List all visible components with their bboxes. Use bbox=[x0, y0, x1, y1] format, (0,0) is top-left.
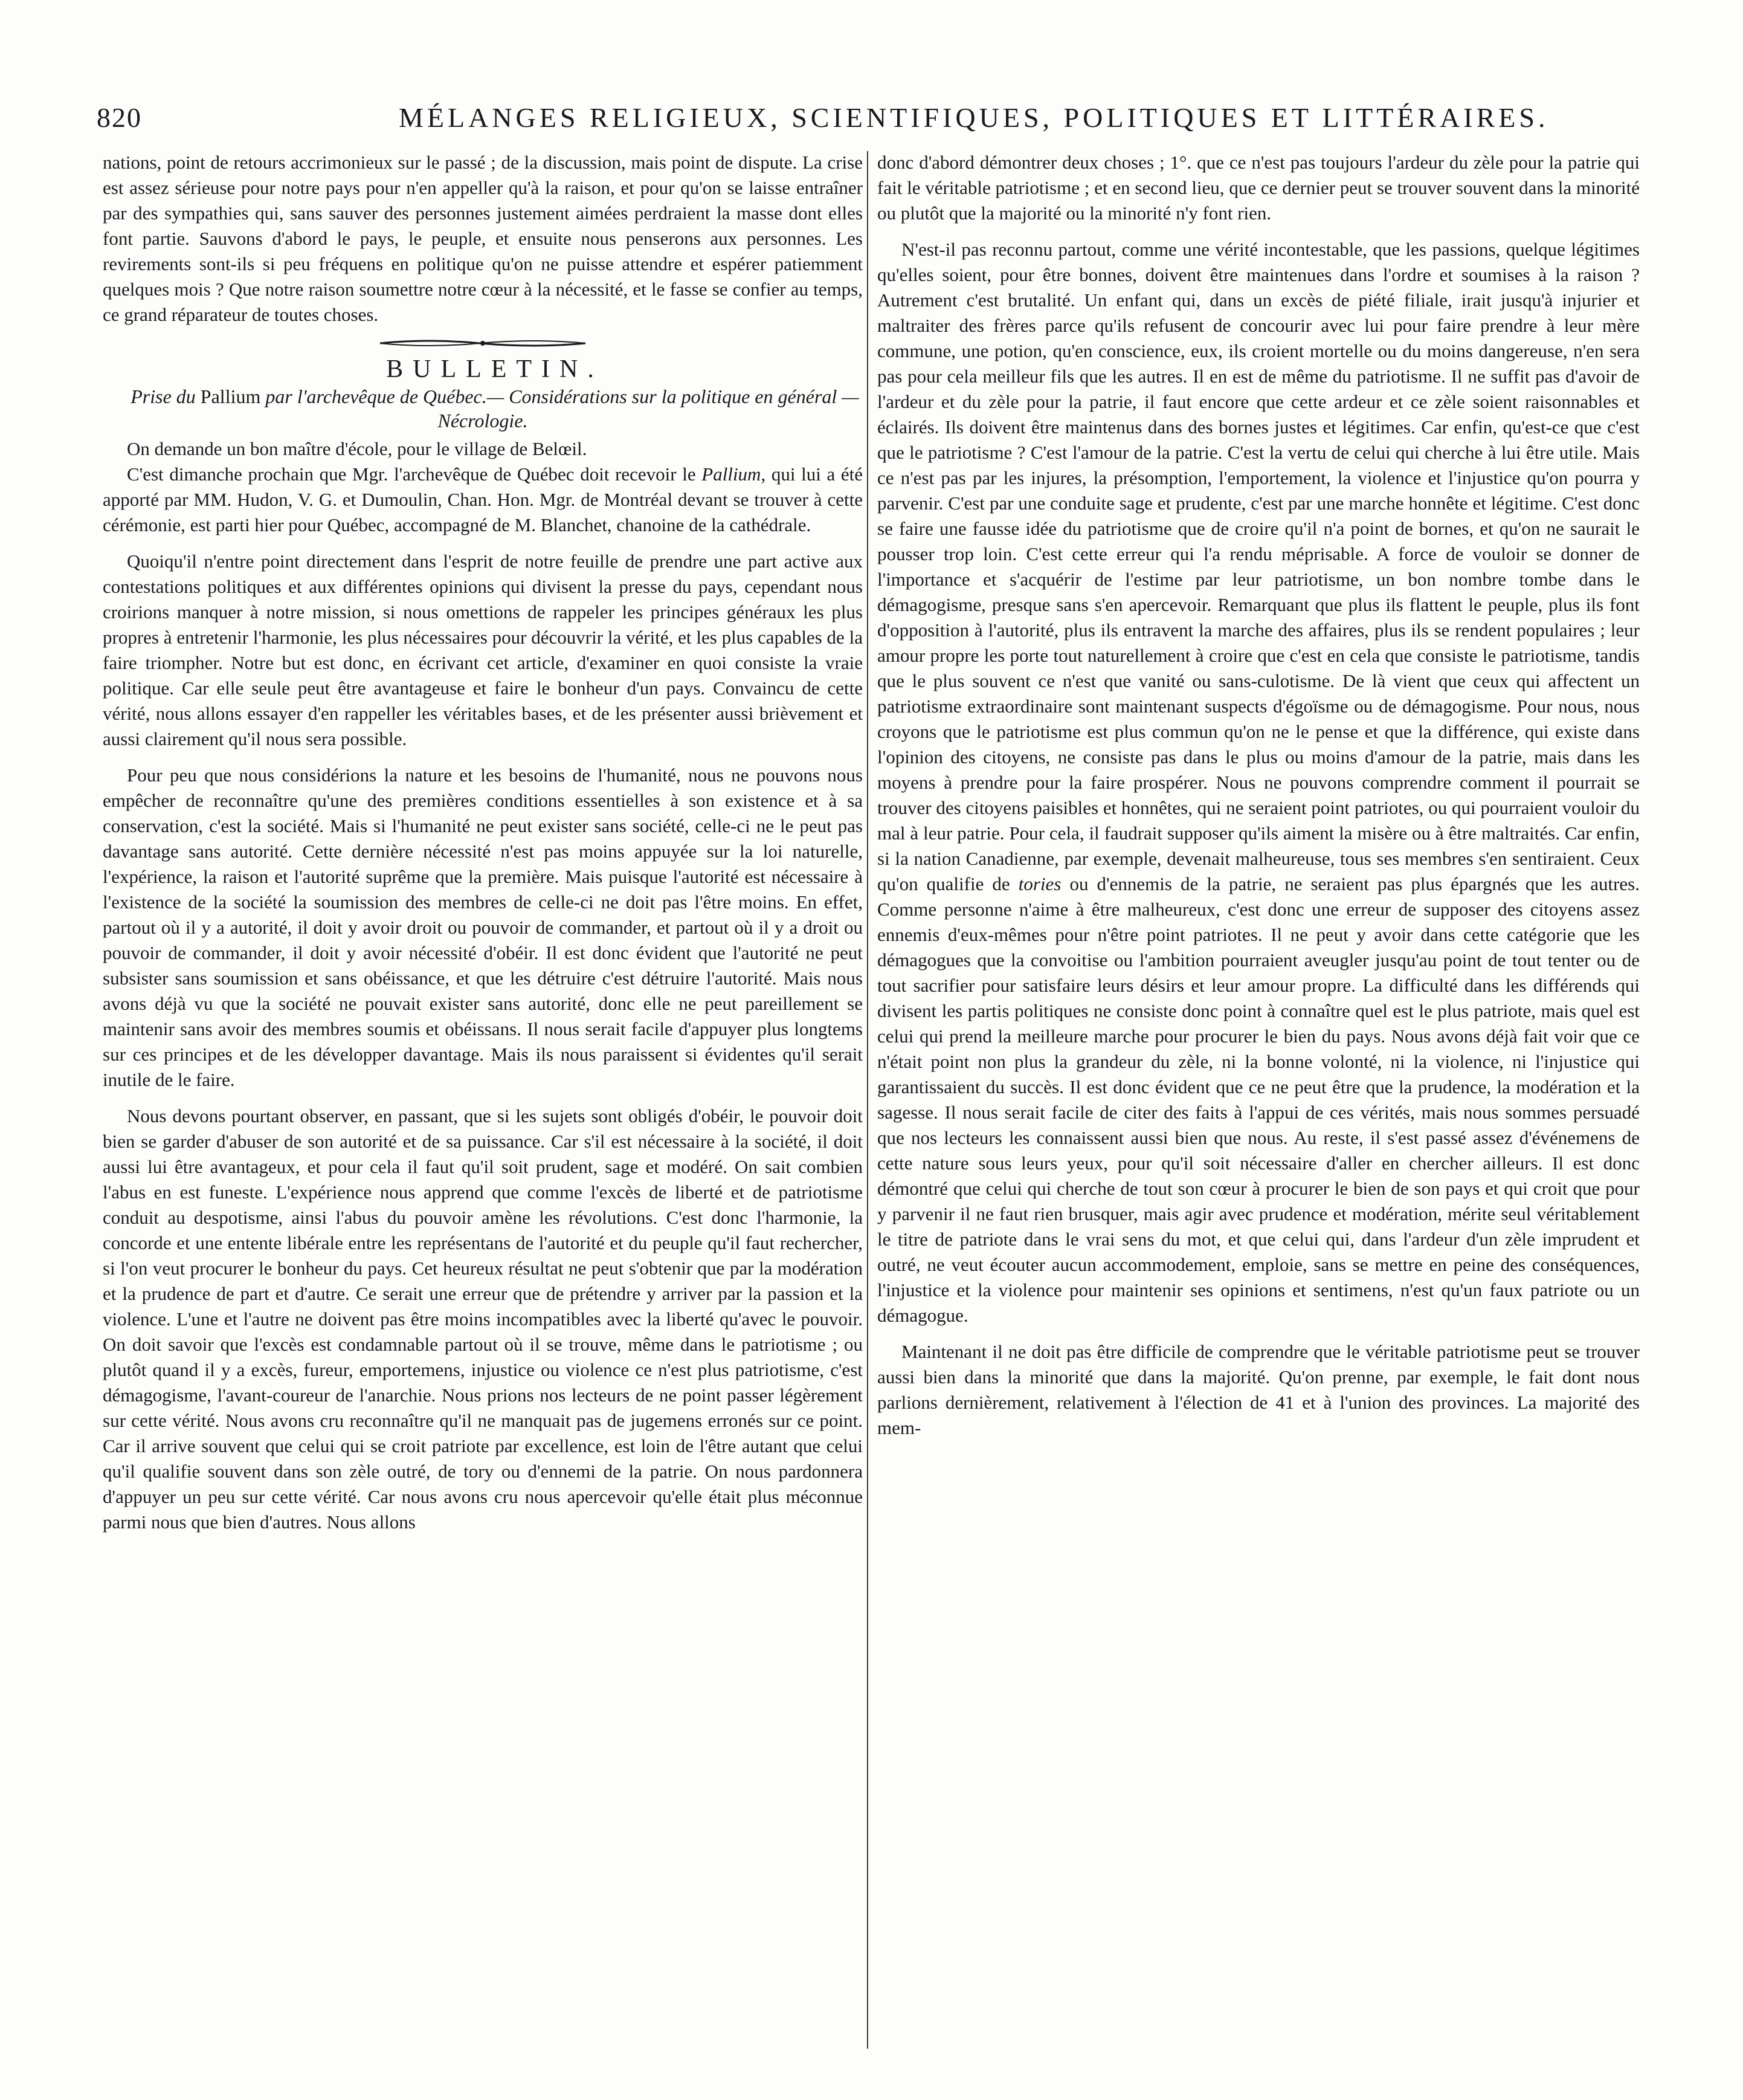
pallium-word: Pallium bbox=[701, 464, 761, 485]
article-text: ou d'ennemis de la patrie, ne seraient pas plus épargnés que les autres. Comme personne n'aime à être malheureux, c'est donc une erreur de supposer des citoyens assez ennemis d'eux-mêmes pour n'être point patriotes. Il ne peut y avoir dans cette catégorie que les démagogues que la convoitise ou l'ambition pourraient aveugler jusqu'au point de tout tenter ou de tout sacrifier pour satisfaire leurs désirs et leur amour propre. La difficulté dans les différends qui divisent les partis politiques ne consiste donc point à connaître quel est le plus patriote, mais quel est celui qui prend la meilleure marche pour procurer le bien du pays. Nous avons déjà fait voir que ce n'était point non plus la grandeur du zèle, ni la bonne volonté, ni la violence, ni l'injustice qui garantissaient du succès. Il est donc évident que ce ne peut être que la prudence, la modération et la sagesse. Il nous serait facile de citer des faits à l'appui de ces vérités, mais nous sommes persuadé que nos lecteurs les connaissent aussi bien que nous. Au reste, il s'est passé assez d'événemens de cette nature sous leurs yeux, pour qu'il soit nécessaire d'aller en chercher ailleurs. Il est donc démontré que celui qui cherche de tout son cœur à procurer le bien de son pays et qui croit que pour y parvenir il ne faut rien brusquer, mais agir avec prudence et modération, mérite seul véritablement le titre de patriote dans le vrai sens du mot, et que celui qui, dans l'ardeur d'un zèle imprudent et outré, ne veut écouter aucun accommodement, emploie, sans se mettre en peine des conséquences, l'injustice et la violence pour maintenir ses opinions et sentimens, n'est qu'un faux patriote ou un démagogue. bbox=[877, 873, 1640, 1326]
intro-paragraph: nations, point de retours accrimonieux sur le passé ; de la discussion, mais point de dispute. La crise est assez sérieuse pour notre pays pour n'en appeller qu'à la raison, et pour qu'on se laisse entraîner par des sympathies qui, sans sauver des personnes justement aimées perdraient la masse dont elles font partie. Sauvons d'abord le pays, le peuple, et ensuite nous penserons aux personnes. Les revirements sont-ils si peu fréquens en politique qu'on ne puisse attendre et espérer patiemment quelques mois ? Que notre raison soumettre notre cœur à la nécessité, et le fasse se confier au temps, ce grand réparateur de toutes choses. bbox=[103, 152, 863, 325]
column-divider bbox=[867, 151, 868, 2049]
decorative-rule bbox=[374, 336, 591, 351]
article-paragraph: Quoiqu'il n'entre point directement dans l'esprit de notre feuille de prendre une part active aux contestations politiques et aux différentes opinions qui divisent la presse du pays, cependant nous croirions manquer à notre mission, si nous omettions de rappeler les principes généraux les plus propres à entretenir l'harmonie, les plus nécessaires pour découvrir la vérité, et les plus capables de la faire triompher. Notre but est donc, en écrivant cet article, d'examiner en quoi consiste la vraie politique. Car elle seule peut être avantageuse et faire le bonheur d'un pays. Convaincu de cette vérité, nous allons essayer d'en rappeller les véritables bases, et de les présenter aussi brièvement et aussi clairement qu'il nous sera possible. bbox=[103, 551, 863, 749]
bulletin-heading: BULLETIN. bbox=[386, 355, 604, 383]
article-paragraph: Nous devons pourtant observer, en passant, que si les sujets sont obligés d'obéir, le pouvoir doit bien se garder d'abuser de son autorité et de sa puissance. Car s'il est nécessaire à la société, il doit aussi lui être avantageux, et pour cela il faut qu'il soit prudent, sage et modéré. On sait combien l'abus en est funeste. L'expérience nous apprend que comme l'excès de liberté et de patriotisme conduit au despotisme, ainsi l'abus du pouvoir amène les révolutions. C'est donc l'harmonie, la concorde et une entente libérale entre les représentans de l'autorité et du peuple qu'il faut rechercher, si l'on veut procurer le bonheur du pays. Cet heureux résultat ne peut s'obtenir que par la modération et la prudence de part et d'autre. Ce serait une erreur que de prétendre y arriver par la passion et la violence. L'une et l'autre ne doivent pas être moins incompatibles avec la liberté qu'avec le pouvoir. On doit savoir que l'excès est condamnable partout où il se trouve, même dans le patriotisme ; ou plutôt quand il y a excès, fureur, emportemens, injustice ou violence ce n'est plus patriotisme, c'est démagogisme, l'avant-coureur de l'anarchie. Nous prions nos lecteurs de ne point passer légèrement sur cette vérité. Nous avons cru reconnaître qu'il ne manquait pas de jugemens erronés sur ce point. Car il arrive souvent que celui qui se croit patriote par excellence, est loin de l'être autant que celui qu'il qualifie souvent dans son zèle outré, de tory ou d'ennemi de la patrie. On nous pardonnera d'appuyer un peu sur cette vérité. Car nous avons cru nous apercevoir qu'elle était plus méconnue parmi nous que bien d'autres. Nous allons bbox=[103, 1105, 863, 1533]
page-number: 820 bbox=[97, 102, 142, 133]
bulletin-summary bbox=[103, 384, 863, 433]
article-paragraph bbox=[877, 237, 1640, 1328]
bulletin-summary-part: Prise du bbox=[130, 386, 196, 407]
article-paragraph: donc d'abord démontrer deux choses ; 1°. que ce n'est pas toujours l'ardeur du zèle pour la patrie qui fait le véritable patriotisme ; et en second lieu, que ce dernier peut se trouver souvent dans la minorité ou plutôt que la majorité ou la minorité n'y font rien. bbox=[877, 152, 1640, 224]
article-paragraph: Pour peu que nous considérions la nature et les besoins de l'humanité, nous ne pouvons nous empêcher de reconnaître qu'une des premières conditions essentielles à son existence et à sa conservation, c'est la société. Mais si l'humanité ne peut exister sans société, celle-ci ne le peut pas davantage sans autorité. Cette dernière nécessité n'est pas moins appuyée sur la loi naturelle, l'expérience, la raison et l'autorité suprême que la première. Mais puisque l'autorité est nécessaire à l'existence de la société la soumission des membres de celle-ci ne doit pas l'être moins. En effet, partout où il y a autorité, il doit y avoir droit ou pouvoir de commander, et partout où il y a droit ou pouvoir de commander, il doit y avoir nécessité d'obéir. Il est donc évident que l'autorité ne peut subsister sans soumission et sans obéissance, et que les détruire c'est détruire l'autorité. Mais nous avons déjà vu que la société ne pouvait exister sans autorité, donc elle ne peut pareillement se maintenir sans avoir des membres soumis et obéissans. Il nous serait facile d'appuyer plus longtems sur ces principes et de les développer davantage. Mais ils nous paraissent si évidentes qu'il serait inutile de le faire. bbox=[103, 764, 863, 1090]
tories-word: tories bbox=[1018, 873, 1062, 894]
notice-beloeil: On demande un bon maître d'école, pour le village de Belœil. bbox=[127, 438, 587, 459]
right-column bbox=[877, 150, 1640, 1441]
pallium-text: C'est dimanche prochain que Mgr. l'archevêque de Québec doit recevoir le bbox=[127, 464, 702, 485]
left-column bbox=[103, 150, 863, 1535]
journal-title: MÉLANGES RELIGIEUX, SCIENTIFIQUES, POLITIQUES ET LITTÉRAIRES. bbox=[399, 102, 1549, 133]
article-text: N'est-il pas reconnu partout, comme une vérité incontestable, que les passions, quelque légitimes qu'elles soient, pour être bonnes, doivent être maintenues dans l'ordre et soumises à la raison ? Autrement c'est brutalité. Un enfant qui, dans un excès de piété filiale, irait jusqu'à injurier et maltraiter des frères parce qu'ils refusent de concourir avec lui pour faire prendre à leur mère commune, une potion, qu'en conscience, eux, ils croient mortelle ou du moins dangereuse, n'en sera pas pour cela meilleur fils que les autres. Il en est de même du patriotisme. Il ne suffit pas d'avoir de l'ardeur et du zèle pour la patrie, il faut encore que cette ardeur et ce zèle soient raisonnables et éclairés. Ils doivent être maintenus dans des bornes justes et légitimes. Car enfin, qu'est-ce que c'est que le patriotisme ? C'est l'amour de la patrie. C'est la vertu de celui qui cherche à lui être utile. Mais ce n'est pas par les injures, la présomption, l'emportement, la violence et l'injustice qu'on pourra y parvenir. C'est par une conduite sage et prudente, c'est par une marche honnête et légitime. C'est donc se faire une fausse idée du patriotisme que de croire qu'il n'a point de bornes, et qu'on ne saurait le pousser trop loin. C'est cette erreur qui l'a rendu méprisable. A force de vouloir se donner de l'importance et s'acquérir de l'estime par leur patriotisme, un bon nombre tombe dans le démagogisme, presque sans s'en apercevoir. Remarquant que plus ils flattent le peuple, plus ils font d'opposition à l'autorité, plus ils entravent la marche des affaires, plus ils se rendent populaires ; leur amour propre les porte tout naturellement à croire que c'est en cela que consiste le patriotisme, tandis que le plus souvent ce n'est que vanité ou sans-culotisme. De là vient que ceux qui affectent un patriotisme extraordinaire sont maintenant suspects d'égoïsme ou de démagogisme. Pour nous, nous croyons que le patriotisme est plus commun qu'on ne le pense et que la différence, qui existe dans l'opinion des citoyens, ne consiste pas dans le plus ou moins d'amour de la patrie, mais dans les moyens à prendre pour la faire prospérer. Nous ne pouvons comprendre comment il pourrait se trouver des citoyens paisibles et honnêtes, qui ne seraient point patriotes, ou qui pourraient vouloir du mal à leur patrie. Pour cela, il faudrait supposer qu'ils aiment la misère ou à être maltraités. Car enfin, si la nation Canadienne, par exemple, devenait malheureuse, tous ses membres s'en sentiraient. Ceux qu'on qualifie de bbox=[877, 239, 1640, 894]
pallium-text: , qui lui a été apporté par MM. Hudon, V. G. et Dumoulin, Chan. Hon. Mgr. de Montréal devant se trouver à cette cérémonie, est parti hier pour Québec, accompagné de M. Blanchet, chanoine de la cathédrale. bbox=[103, 464, 863, 535]
article-paragraph: Maintenant il ne doit pas être difficile de comprendre que le véritable patriotisme peut se trouver aussi bien dans la minorité que dans la majorité. Qu'on prenne, par exemple, le fait dont nous parlions dernièrement, relativement à l'élection de 41 et à l'union des provinces. La majorité des mem- bbox=[877, 1341, 1640, 1438]
running-head bbox=[97, 102, 1643, 150]
bulletin-summary-part: par l'archevêque de Québec.— Considérations sur la politique en général —Nécrologie. bbox=[265, 386, 859, 431]
pallium-paragraph bbox=[103, 462, 863, 538]
bulletin-summary-pallium: Pallium bbox=[195, 386, 266, 407]
